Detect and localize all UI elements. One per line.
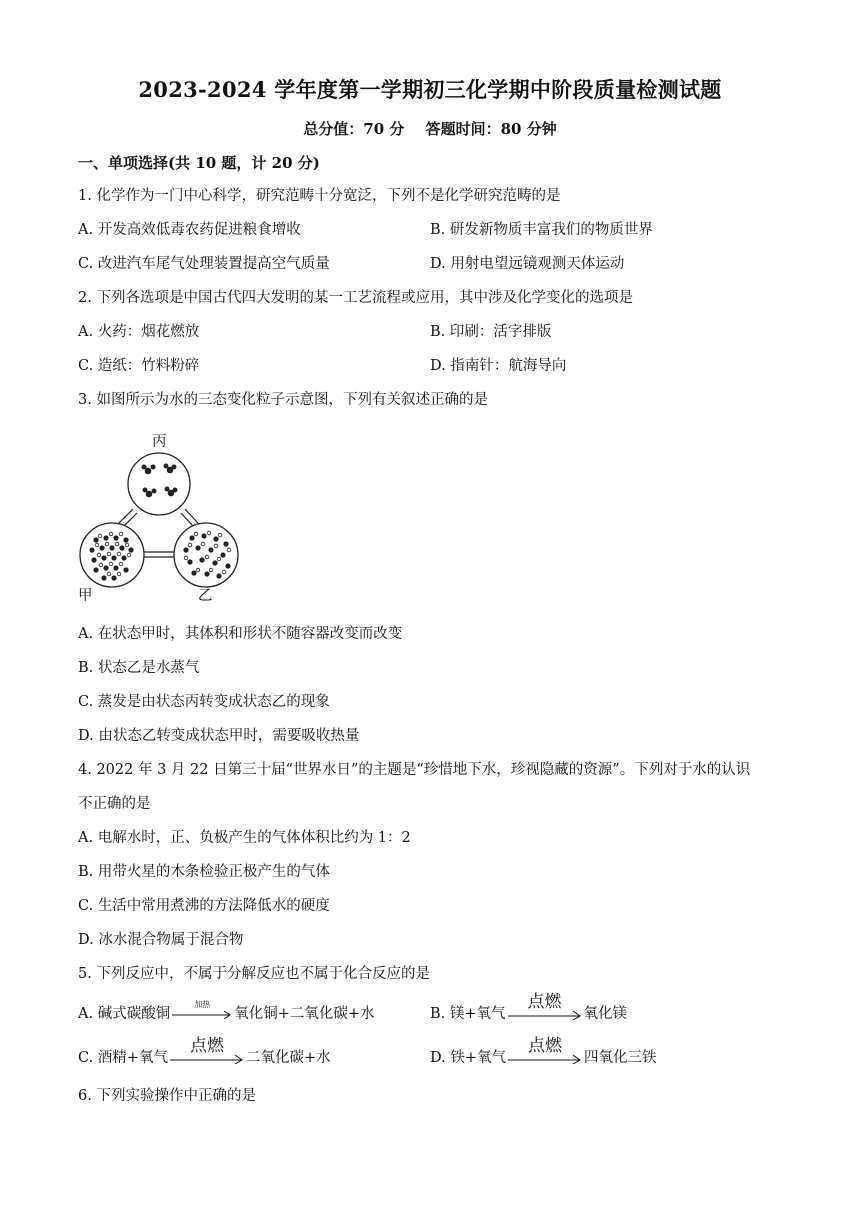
page-title: 2023-2024 学年度第一学期初三化学期中阶段质量检测试题 [138,77,722,102]
q5-b-product: 氧化镁 [583,1006,628,1022]
q5-a-arrow [172,1000,232,1024]
water-states-diagram [78,424,248,604]
q5-c-arrow [170,1036,244,1068]
q5-stem: 5. 下列反应中，不属于分解反应也不属于化合反应的是 [78,966,430,982]
q5-b-arrow [508,992,582,1024]
total-score: 总分值：70 分 [303,120,405,138]
state-label-jia: 甲 [78,588,93,604]
q3-option-b: B. 状态乙是水蒸气 [78,660,200,676]
q2-option-c: C. 造纸：竹料粉碎 [78,358,200,374]
q1-stem: 1. 化学作为一门中心科学，研究范畴十分宽泛，下列不是化学研究范畴的是 [78,188,561,204]
q1-option-a: A. 开发高效低毒农药促进粮食增收 [78,222,301,238]
q4-option-a: A. 电解水时，正、负极产生的气体体积比约为 1：2 [78,830,411,846]
q5-d-arrow [508,1036,582,1068]
q2-option-b: B. 印刷：活字排版 [430,324,552,340]
q1-option-b: B. 研发新物质丰富我们的物质世界 [430,222,653,238]
particle-figure [78,424,248,594]
q2-option-d: D. 指南针：航海导向 [430,358,567,374]
q5-d-product: 四氧化三铁 [583,1050,657,1066]
exam-info [0,118,860,139]
q4-option-b: B. 用带火星的木条检验正极产生的气体 [78,864,330,880]
exam-time: 答题时间：80 分钟 [425,120,557,138]
q5-d-reactant: D. 铁+氧气 [430,1050,506,1066]
q5-a-reactant: A. 碱式碳酸铜 [78,1006,171,1022]
q3-option-a: A. 在状态甲时，其体积和形状不随容器改变而改变 [78,626,403,642]
q5-a-condition: 加热 [194,1000,211,1009]
q5-b-reactant: B. 镁+氧气 [430,1006,506,1022]
q6-stem: 6. 下列实验操作中正确的是 [78,1088,256,1104]
state-label-bing: 丙 [152,434,167,450]
q5-a-product: 氧化铜+二氧化碳+水 [234,1006,375,1022]
q5-c-reactant: C. 酒精+氧气 [78,1050,168,1066]
q4-stem-line2: 不正确的是 [78,796,151,812]
q5-option-b [430,992,628,1024]
q3-stem: 3. 如图所示为水的三态变化粒子示意图，下列有关叙述正确的是 [78,392,488,408]
q1-option-c: C. 改进汽车尾气处理装置提高空气质量 [78,256,330,272]
q5-option-a [78,1000,375,1024]
q3-option-c: C. 蒸发是由状态丙转变成状态乙的现象 [78,694,330,710]
q5-c-product: 二氧化碳+水 [245,1050,331,1066]
section-heading: 一、单项选择(共 10 题，计 20 分) [78,154,320,172]
q5-d-condition: 点燃 [527,1036,562,1056]
q4-stem-line1: 4. 2022 年 3 月 22 日第三十届“世界水日”的主题是“珍惜地下水，珍视隐藏的资源”。下列对于水的认识 [78,762,751,778]
q5-b-condition: 点燃 [527,992,562,1012]
q4-option-c: C. 生活中常用煮沸的方法降低水的硬度 [78,898,330,914]
state-label-yi: 乙 [198,588,213,604]
q2-option-a: A. 火药：烟花燃放 [78,324,200,340]
q2-stem: 2. 下列各选项是中国古代四大发明的某一工艺流程或应用，其中涉及化学变化的选项是 [78,290,633,306]
q3-option-d: D. 由状态乙转变成状态甲时，需要吸收热量 [78,728,360,744]
q4-option-d: D. 冰水混合物属于混合物 [78,932,244,948]
q5-c-condition: 点燃 [189,1036,224,1056]
q5-option-c [78,1036,331,1068]
q5-option-d [430,1036,657,1068]
q1-option-d: D. 用射电望远镜观测天体运动 [430,256,625,272]
